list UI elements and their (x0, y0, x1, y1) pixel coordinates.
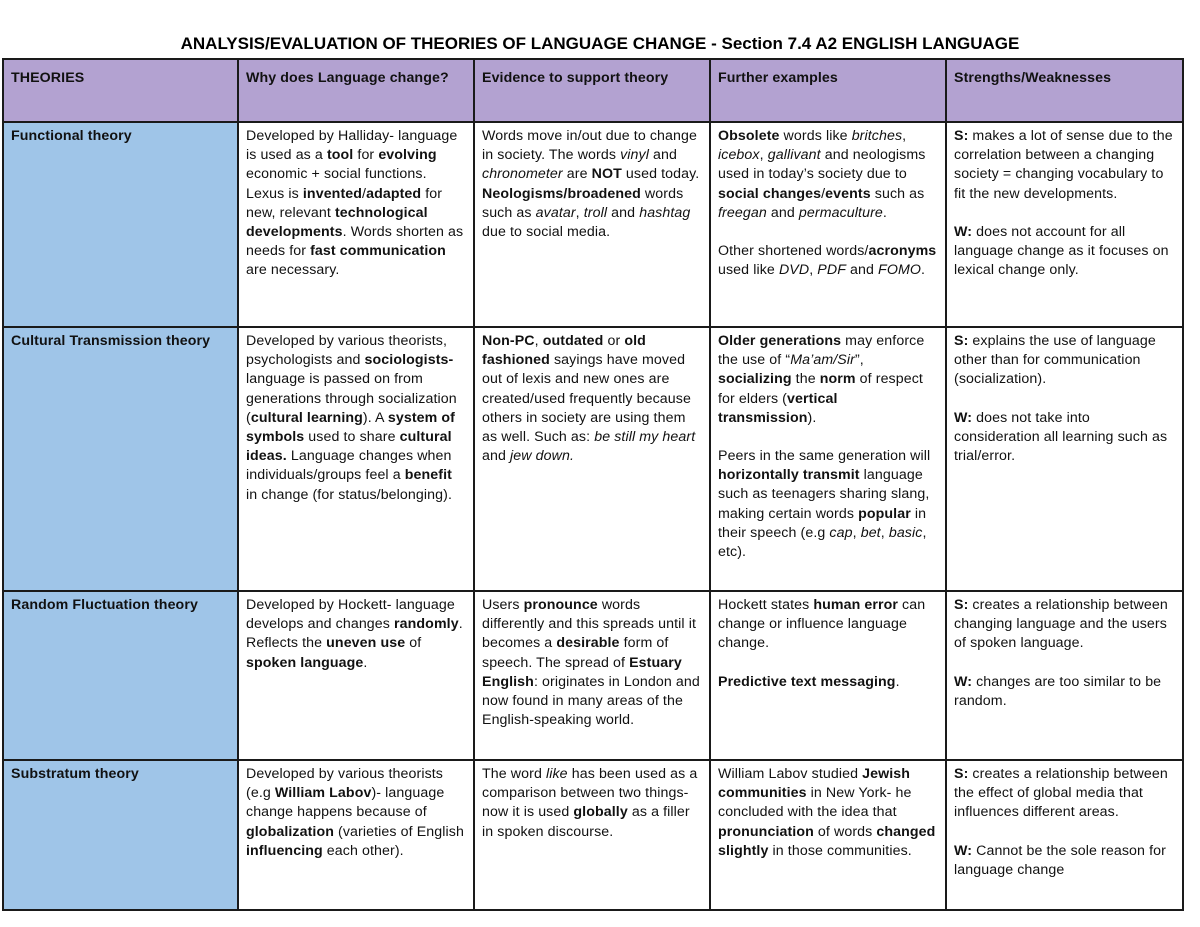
text-run: technological developments (246, 204, 428, 241)
cell-paragraph (482, 596, 702, 730)
page-title: ANALYSIS/EVALUATION OF THEORIES OF LANGUAGE CHANGE - Section 7.4 A2 ENGLISH LANGUAGE (180, 34, 1020, 53)
examples-cell (710, 591, 946, 760)
text-run: social changes (718, 185, 822, 202)
evidence-cell (474, 591, 710, 760)
text-run: in those communities. (768, 842, 912, 859)
table-row (3, 591, 1183, 760)
strengths-weaknesses-cell (946, 591, 1183, 760)
text-run: hashtag (639, 204, 691, 221)
why-cell (238, 327, 474, 591)
text-run: : originates in London and now found in many areas of the English-speaking world. (482, 673, 700, 729)
text-run: , (902, 128, 907, 144)
cell-paragraph (718, 765, 938, 861)
text-run: economic + social functions. Lexus is (246, 166, 427, 202)
text-run: . Words shorten as needs for (246, 224, 464, 260)
text-run: S: (954, 766, 969, 782)
text-run: each other). (322, 842, 404, 859)
text-run: )- language change happens because of (246, 785, 445, 821)
text-run: and (648, 147, 677, 164)
text-run: in New York- he concluded with the idea that (718, 785, 912, 821)
text-run: pronunciation (718, 823, 814, 840)
strengths-weaknesses-cell (946, 327, 1183, 591)
text-run: for (353, 147, 379, 164)
text-run: Developed by various theorists, psychologists and (246, 333, 448, 369)
text-run: and neologisms used in today’s society due to (718, 147, 926, 183)
text-run: can change or influence language change. (718, 597, 926, 652)
text-run: Users (482, 597, 524, 613)
text-run: . (882, 204, 887, 221)
text-run: chronometer (482, 166, 563, 183)
header-row (3, 59, 1183, 122)
text-run: are necessary. (246, 262, 340, 279)
text-run: Non-PC (482, 333, 535, 349)
header-evidence: Evidence to support theory (474, 59, 710, 122)
header-why: Why does Language change? (238, 59, 474, 122)
text-run: old fashioned (482, 333, 646, 369)
examples-cell (710, 327, 946, 591)
text-run: vinyl (620, 147, 649, 164)
text-run: S: (954, 597, 969, 613)
text-run: words like (779, 128, 852, 144)
text-run: Developed by various theorists (e.g (246, 766, 443, 802)
text-run: invented (302, 185, 363, 202)
text-run: freegan (718, 204, 767, 221)
text-run: words such as (482, 185, 684, 221)
text-run: . (895, 673, 900, 690)
cell-paragraph (954, 223, 1175, 281)
text-run: creates a relationship between the effect of global media that influences different areas. (954, 766, 1168, 821)
text-run: globally (573, 804, 628, 821)
text-run: jew down. (510, 448, 575, 465)
text-run: explains the use of language other than for communication (socialization). (954, 333, 1156, 388)
text-run: britches (851, 128, 903, 144)
text-run: in their speech (e.g (718, 505, 927, 541)
theory-name: Substratum theory (3, 760, 238, 910)
cell-paragraph (246, 596, 466, 673)
theory-name: Functional theory (3, 122, 238, 327)
text-run: FOMO (878, 262, 922, 279)
text-run: S: (954, 128, 969, 144)
text-run: , (575, 204, 584, 221)
text-run: uneven use (326, 635, 406, 652)
text-run: of respect for elders ( (718, 371, 923, 407)
text-run: Peers in the same generation will (718, 448, 931, 465)
text-run: pronounce (523, 597, 598, 613)
text-run: be still my heart (594, 429, 696, 446)
text-run: , (809, 262, 818, 279)
evidence-cell (474, 122, 710, 327)
header-theories: THEORIES (3, 59, 238, 122)
text-run: may enforce the use of “ (718, 333, 925, 369)
header-examples: Further examples (710, 59, 946, 122)
cell-paragraph (718, 127, 938, 223)
text-run: W: (954, 409, 973, 426)
text-run: Other shortened words/ (718, 243, 869, 260)
text-run: as a filler in spoken discourse. (482, 804, 690, 840)
text-run: S: (954, 333, 969, 349)
text-run: outdated (542, 333, 604, 349)
text-run: , etc). (718, 524, 927, 561)
cell-paragraph (246, 332, 466, 505)
cell-paragraph (718, 596, 938, 654)
cell-paragraph (482, 127, 702, 242)
text-run: the (791, 371, 820, 388)
text-run: of (405, 635, 422, 652)
why-cell (238, 760, 474, 910)
text-run: due to social media. (482, 224, 611, 241)
text-run: socializing (718, 371, 792, 388)
text-run: randomly (394, 616, 459, 633)
text-run: , (852, 524, 861, 541)
text-run: or (603, 333, 625, 349)
text-run: are (562, 166, 592, 183)
text-run: and (766, 204, 799, 221)
text-run: ). (807, 409, 817, 426)
text-run: cultural learning (250, 409, 363, 426)
text-run: Developed by Hockett- language develops and changes (246, 597, 455, 633)
evidence-cell (474, 760, 710, 910)
text-run: ). A (362, 409, 388, 426)
text-run: such as (870, 185, 925, 202)
text-run: gallivant (767, 147, 821, 164)
text-run: ”, (854, 352, 864, 369)
strengths-weaknesses-cell (946, 122, 1183, 327)
text-run: Neologisms/broadened (482, 185, 641, 202)
text-run: changes are too similar to be random. (954, 673, 1162, 709)
text-run: The word (482, 766, 546, 782)
text-run: Cannot be the sole reason for language change (954, 842, 1166, 878)
cell-paragraph (718, 673, 938, 692)
cell-paragraph (954, 409, 1175, 467)
text-run: sociologists- (364, 352, 454, 369)
text-run: Developed by Halliday- language is used as a (246, 128, 458, 164)
text-run: , (880, 524, 889, 541)
text-run: (varieties of English (334, 823, 464, 840)
text-run: bet (860, 524, 881, 541)
text-run: . Reflects the (246, 616, 463, 652)
cell-paragraph (246, 127, 466, 281)
text-run: Hockett states (718, 597, 814, 613)
theory-name: Random Fluctuation theory (3, 591, 238, 760)
text-run: PDF (817, 262, 846, 279)
text-run: cap (829, 524, 853, 541)
text-run: in change (for status/belonging). (246, 486, 452, 503)
text-run: . (363, 654, 368, 671)
text-run: popular (858, 505, 911, 522)
text-run: Estuary English (482, 654, 682, 690)
cell-paragraph (718, 447, 938, 562)
text-run: / (821, 185, 826, 202)
text-run: acronyms (868, 243, 937, 260)
text-run: like (545, 766, 568, 782)
cell-paragraph (718, 332, 938, 428)
text-run: troll (583, 204, 608, 221)
cell-paragraph (482, 765, 702, 842)
text-run: icebox (718, 147, 760, 164)
text-run: language is passed on from generations through socialization ( (246, 371, 457, 426)
text-run: language such as teenagers sharing slang, making certain words (718, 467, 930, 522)
table-row (3, 122, 1183, 327)
text-run: . (921, 262, 926, 279)
examples-cell (710, 760, 946, 910)
text-run: evolving (378, 147, 437, 164)
text-run: words differently and this spreads until it becomes a (482, 597, 697, 652)
text-run: , (759, 147, 768, 164)
text-run: and (845, 262, 879, 279)
text-run: used like (718, 262, 779, 279)
strengths-weaknesses-cell (946, 760, 1183, 910)
text-run: , (534, 333, 543, 349)
theory-name: Cultural Transmission theory (3, 327, 238, 591)
evidence-cell (474, 327, 710, 591)
cell-paragraph (954, 673, 1175, 711)
text-run: adapted (366, 185, 422, 202)
text-run: Predictive text messaging (718, 673, 896, 690)
text-run: W: (954, 842, 973, 859)
text-run: globalization (246, 823, 334, 840)
text-run: form of speech. The spread of (482, 635, 669, 671)
text-run: Obsolete (718, 128, 780, 144)
text-run: William Labov studied (718, 766, 863, 782)
text-run: Ma’am/Sir (790, 352, 855, 369)
text-run: for new, relevant (246, 185, 443, 221)
text-run: norm (819, 371, 856, 388)
text-run: / (362, 185, 367, 202)
table-row (3, 760, 1183, 910)
table-row (3, 327, 1183, 591)
text-run: Language changes when individuals/groups feel a (246, 448, 452, 484)
text-run: avatar (535, 204, 576, 221)
why-cell (238, 122, 474, 327)
text-run: has been used as a comparison between two things- now it is used (482, 766, 698, 821)
cell-paragraph (482, 332, 702, 466)
text-run: NOT (591, 166, 622, 183)
text-run: tool (326, 147, 354, 164)
text-run: used today. (621, 166, 700, 183)
examples-cell (710, 122, 946, 327)
text-run: system of symbols (246, 409, 455, 446)
text-run: fast communication (310, 243, 446, 260)
text-run: desirable (556, 635, 620, 652)
text-run: horizontally transmit (718, 467, 860, 484)
text-run: spoken language (246, 654, 364, 671)
text-run: cultural ideas. (246, 429, 452, 465)
text-run: used to share (304, 429, 400, 446)
text-run: benefit (404, 467, 452, 484)
text-run: Jewish communities (718, 766, 911, 802)
text-run: does not take into consideration all learning such as trial/error. (954, 409, 1168, 465)
header-strengths-weaknesses: Strengths/Weaknesses (946, 59, 1183, 122)
text-run: and (607, 204, 640, 221)
cell-paragraph (954, 765, 1175, 823)
text-run: basic (888, 524, 923, 541)
text-run: influencing (246, 842, 323, 859)
text-run: DVD (778, 262, 810, 279)
text-run: William Labov (274, 785, 372, 802)
text-run: permaculture (798, 204, 883, 221)
text-run: sayings have moved out of lexis and new ones are created/used frequently because others in society are using them as well. Such as: (482, 352, 691, 446)
theories-table (2, 58, 1184, 911)
why-cell (238, 591, 474, 760)
cell-paragraph (954, 842, 1175, 880)
cell-paragraph (954, 332, 1175, 390)
text-run: W: (954, 223, 973, 240)
text-run: Older generations (718, 333, 842, 349)
cell-paragraph (954, 596, 1175, 654)
text-run: creates a relationship between changing language and the users of spoken language. (954, 597, 1168, 652)
cell-paragraph (954, 127, 1175, 204)
text-run: W: (954, 673, 973, 690)
text-run: of words (813, 823, 877, 840)
text-run: makes a lot of sense due to the correlation between a changing society = changing vocabulary to fit the new developments. (954, 128, 1173, 202)
text-run: human error (813, 597, 899, 613)
text-run: events (825, 185, 871, 202)
text-run: changed slightly (718, 823, 936, 859)
text-run: and (482, 448, 511, 465)
text-run: vertical transmission (718, 390, 838, 426)
text-run: does not account for all language change as it focuses on lexical change only. (954, 223, 1169, 279)
cell-paragraph (718, 242, 938, 280)
text-run: Words move in/out due to change in society. The words (482, 128, 697, 164)
cell-paragraph (246, 765, 466, 861)
